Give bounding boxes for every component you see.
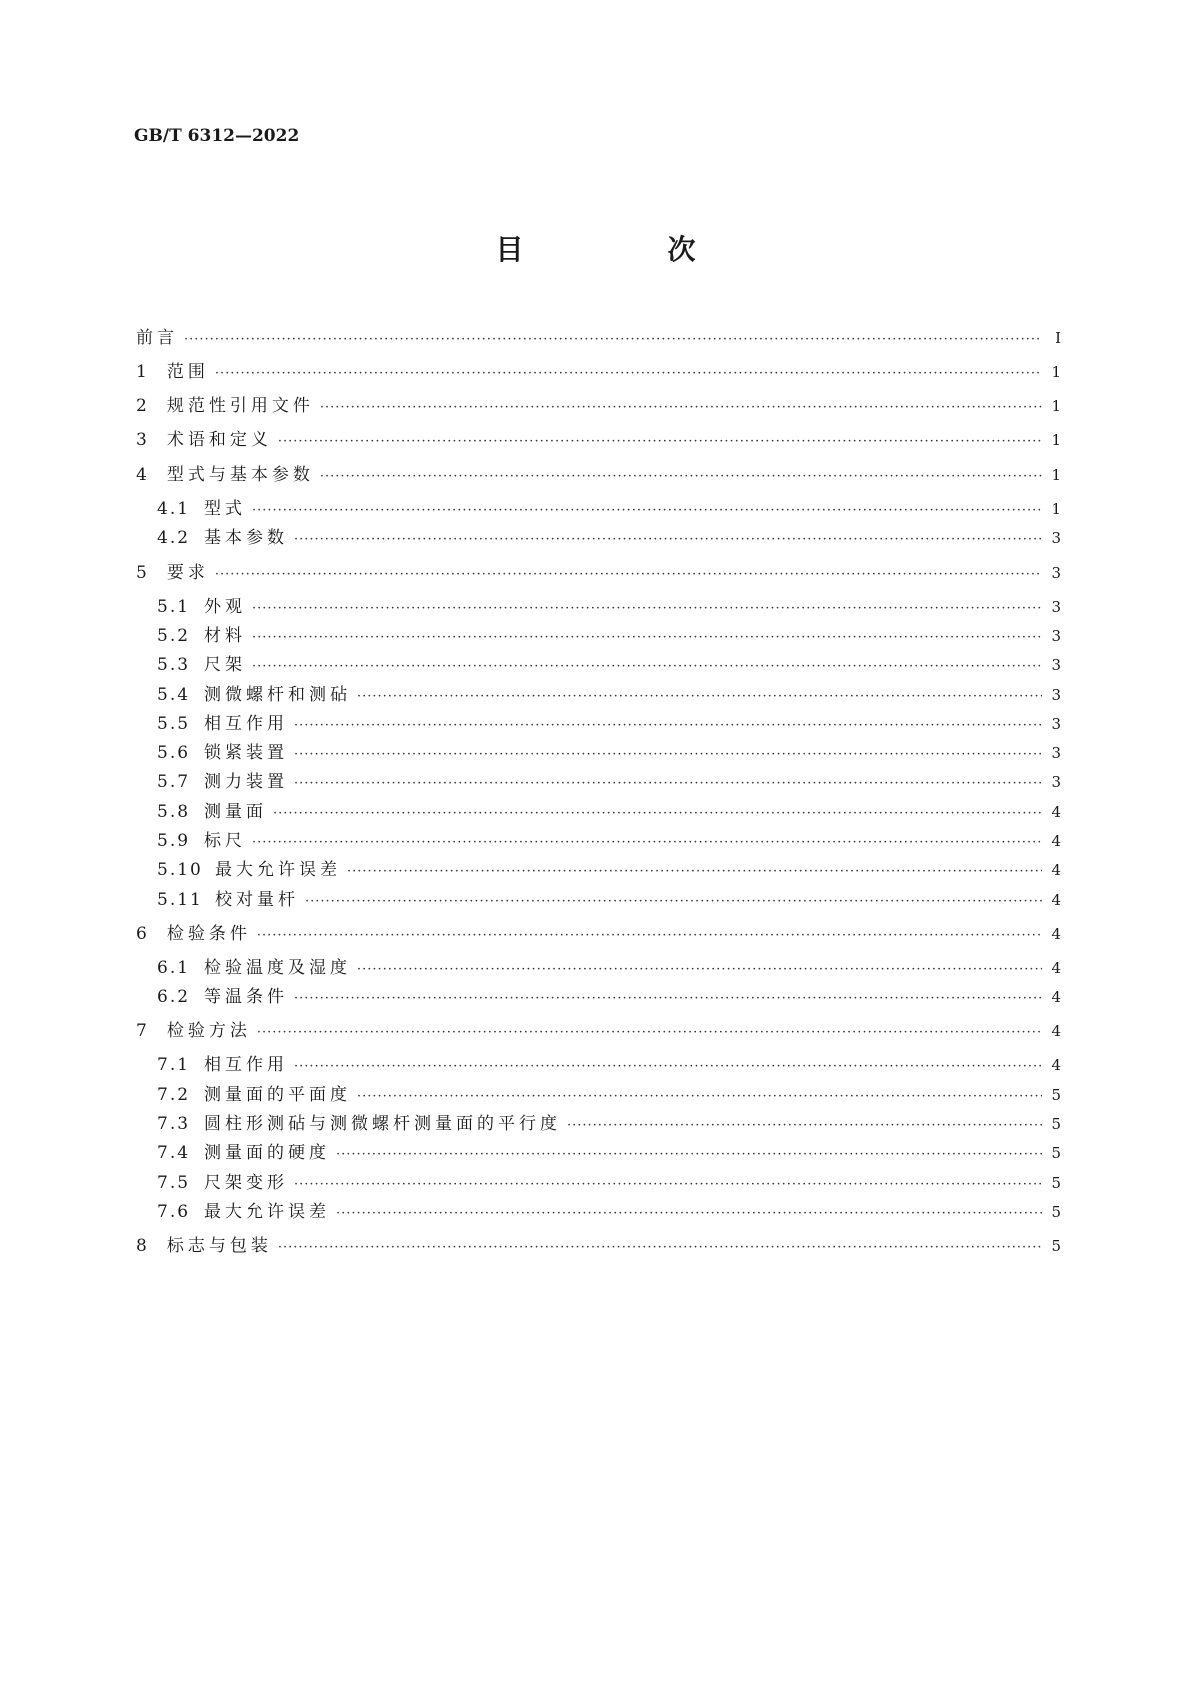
- toc-entry[interactable]: [136, 360, 1061, 386]
- toc-entry[interactable]: [136, 683, 1061, 709]
- toc-entry-number: 5.1: [157, 597, 191, 617]
- toc-entry-title: 规范性引用文件: [166, 396, 314, 416]
- toc-entry-number: 5.3: [157, 655, 191, 675]
- toc-dot-leader: [278, 430, 1042, 454]
- toc-entry-number: 5.9: [157, 831, 191, 851]
- toc-entry-title: 外观: [204, 597, 246, 617]
- toc-entry-number: 7.3: [157, 1114, 191, 1134]
- toc-entry-page-number: 4: [1051, 1056, 1061, 1074]
- toc-entry-page-number: 5: [1051, 1203, 1061, 1221]
- toc-entry-page-number: 3: [1051, 686, 1061, 704]
- toc-entry-page-number: 1: [1051, 466, 1061, 484]
- toc-entry[interactable]: [136, 1053, 1061, 1079]
- toc-entry-page-number: 3: [1051, 656, 1061, 674]
- toc-entry[interactable]: [136, 1083, 1061, 1109]
- toc-entry-page-number: Ⅰ: [1055, 329, 1061, 347]
- toc-entry-number: 6.1: [157, 958, 191, 978]
- toc-dot-leader: [294, 1055, 1042, 1079]
- toc-entry-page-number: 5: [1051, 1237, 1061, 1255]
- toc-entry[interactable]: [136, 561, 1061, 587]
- toc-dot-leader: [294, 772, 1042, 796]
- toc-entry-number: 5: [136, 563, 149, 583]
- toc-dot-leader: [567, 1114, 1042, 1138]
- toc-entry-title: 锁紧装置: [204, 743, 288, 763]
- toc-entry-page-number: 4: [1051, 925, 1061, 943]
- toc-entry-number: 3: [136, 430, 149, 450]
- toc-entry-title: 要求: [166, 563, 209, 583]
- toc-entry[interactable]: [136, 428, 1061, 454]
- toc-entry[interactable]: [136, 770, 1061, 796]
- toc-entry-page-number: 4: [1051, 832, 1061, 850]
- toc-entry-title: 尺架: [204, 655, 246, 675]
- toc-entry-number: 5.4: [157, 685, 191, 705]
- toc-entry-number: 5.5: [157, 714, 191, 734]
- toc-entry[interactable]: [136, 326, 1061, 352]
- toc-entry-title: 前言: [136, 328, 178, 348]
- toc-entry-number: 7: [136, 1021, 149, 1041]
- toc-entry[interactable]: [136, 1171, 1061, 1197]
- toc-entry-page-number: 5: [1051, 1115, 1061, 1133]
- toc-entry-page-number: 1: [1051, 431, 1061, 449]
- toc-entry-number: 8: [136, 1236, 149, 1256]
- toc-entry-title: 相互作用: [204, 714, 288, 734]
- toc-dot-leader: [257, 1021, 1042, 1045]
- toc-entry-number: 5.2: [157, 626, 191, 646]
- toc-entry-title: 圆柱形测砧与测微螺杆测量面的平行度: [204, 1114, 561, 1134]
- toc-entry-title: 标志与包装: [166, 1236, 272, 1256]
- toc-entry-page-number: 3: [1051, 744, 1061, 762]
- toc-entry[interactable]: [136, 985, 1061, 1011]
- toc-entry-page-number: 4: [1051, 891, 1061, 909]
- toc-entry-number: 6: [136, 924, 149, 944]
- toc-dot-leader: [294, 743, 1042, 767]
- toc-dot-leader: [320, 396, 1042, 420]
- toc-dot-leader: [294, 1173, 1042, 1197]
- toc-entry-number: 2: [136, 396, 149, 416]
- toc-entry-title: 相互作用: [204, 1055, 288, 1075]
- toc-dot-leader: [252, 655, 1042, 679]
- toc-dot-leader: [252, 626, 1042, 650]
- toc-entry-title: 型式与基本参数: [166, 465, 314, 485]
- toc-entry-number: 5.10: [157, 860, 203, 880]
- toc-entry-title: 校对量杆: [215, 890, 299, 910]
- toc-dot-leader: [273, 802, 1042, 826]
- toc-entry-page-number: 4: [1051, 959, 1061, 977]
- toc-entry-page-number: 3: [1051, 598, 1061, 616]
- toc-entry[interactable]: [136, 1112, 1061, 1138]
- toc-entry-page-number: 5: [1051, 1086, 1061, 1104]
- toc-entry-title: 基本参数: [204, 528, 288, 548]
- toc-dot-leader: [336, 1143, 1042, 1167]
- toc-entry[interactable]: [136, 497, 1061, 523]
- toc-entry-page-number: 5: [1051, 1144, 1061, 1162]
- toc-entry[interactable]: [136, 1234, 1061, 1260]
- toc-dot-leader: [294, 987, 1042, 1011]
- toc-dot-leader: [347, 860, 1042, 884]
- toc-entry-page-number: 3: [1051, 564, 1061, 582]
- toc-entry[interactable]: [136, 1019, 1061, 1045]
- toc-entry-page-number: 1: [1051, 363, 1061, 381]
- toc-entry-title: 检验条件: [166, 924, 251, 944]
- toc-entry[interactable]: [136, 829, 1061, 855]
- toc-entry-page-number: 3: [1051, 627, 1061, 645]
- toc-entry-number: 7.5: [157, 1173, 191, 1193]
- toc-entry-number: 5.6: [157, 743, 191, 763]
- toc-entry[interactable]: [136, 653, 1061, 679]
- toc-dot-leader: [305, 890, 1042, 914]
- toc-entry-number: 4.2: [157, 528, 191, 548]
- toc-entry-number: 7.1: [157, 1055, 191, 1075]
- toc-entry-page-number: 4: [1051, 803, 1061, 821]
- toc-entry-page-number: 4: [1051, 1022, 1061, 1040]
- toc-entry[interactable]: [136, 858, 1061, 884]
- toc-entry-title: 标尺: [204, 831, 246, 851]
- toc-entry[interactable]: [136, 712, 1061, 738]
- toc-entry-title: 最大允许误差: [215, 860, 341, 880]
- toc-dot-leader: [294, 528, 1042, 552]
- toc-dot-leader: [257, 924, 1042, 948]
- toc-entry-title: 测力装置: [204, 772, 288, 792]
- toc-entry-number: 7.6: [157, 1202, 191, 1222]
- toc-dot-leader: [215, 362, 1042, 386]
- toc-entry[interactable]: [136, 463, 1061, 489]
- toc-dot-leader: [184, 328, 1042, 352]
- toc-entry-title: 检验温度及湿度: [204, 958, 351, 978]
- toc-entry[interactable]: [136, 595, 1061, 621]
- toc-entry-title: 尺架变形: [204, 1173, 288, 1193]
- toc-entry-number: 7.4: [157, 1143, 191, 1163]
- toc-entry-title: 等温条件: [204, 987, 288, 1007]
- toc-entry-title: 最大允许误差: [204, 1202, 330, 1222]
- toc-entry-title: 范围: [166, 362, 209, 382]
- toc-dot-leader: [357, 1085, 1042, 1109]
- toc-entry[interactable]: [136, 624, 1061, 650]
- toc-entry[interactable]: [136, 741, 1061, 767]
- toc-entry-number: 1: [136, 362, 149, 382]
- toc-entry[interactable]: [136, 394, 1061, 420]
- toc-dot-leader: [336, 1202, 1042, 1226]
- toc-dot-leader: [252, 499, 1042, 523]
- toc-dot-leader: [357, 685, 1042, 709]
- toc-dot-leader: [252, 831, 1042, 855]
- toc-dot-leader: [320, 465, 1042, 489]
- toc-entry-number: 6.2: [157, 987, 191, 1007]
- toc-entry-number: 4.1: [157, 499, 191, 519]
- toc-entry-page-number: 3: [1051, 715, 1061, 733]
- toc-dot-leader: [215, 563, 1042, 587]
- toc-entry[interactable]: [136, 888, 1061, 914]
- toc-entry-number: 5.8: [157, 802, 191, 822]
- toc-entry-title: 检验方法: [166, 1021, 251, 1041]
- toc-entry-title: 测微螺杆和测砧: [204, 685, 351, 705]
- toc-dot-leader: [294, 714, 1042, 738]
- toc-entry-number: 4: [136, 465, 149, 485]
- toc-entry-page-number: 3: [1051, 529, 1061, 547]
- document-code: GB/T 6312—2022: [134, 126, 300, 146]
- toc-entry[interactable]: [136, 956, 1061, 982]
- toc-entry-title: 测量面的平面度: [204, 1085, 351, 1105]
- toc-entry-number: 5.7: [157, 772, 191, 792]
- toc-dot-leader: [252, 597, 1042, 621]
- toc-entry-page-number: 1: [1051, 500, 1061, 518]
- toc-dot-leader: [278, 1236, 1042, 1260]
- toc-entry-page-number: 1: [1051, 397, 1061, 415]
- toc-entry-page-number: 3: [1051, 773, 1061, 791]
- toc-entry[interactable]: [136, 800, 1061, 826]
- toc-entry-title: 测量面: [204, 802, 267, 822]
- toc-entry-page-number: 4: [1051, 861, 1061, 879]
- toc-entry-number: 5.11: [157, 890, 203, 910]
- toc-entry[interactable]: [136, 526, 1061, 552]
- toc-entry-page-number: 5: [1051, 1174, 1061, 1192]
- toc-entry[interactable]: [136, 1141, 1061, 1167]
- toc-entry[interactable]: [136, 922, 1061, 948]
- toc-dot-leader: [357, 958, 1042, 982]
- toc-entry-title: 型式: [204, 499, 246, 519]
- toc-entry-page-number: 4: [1051, 988, 1061, 1006]
- page-title: 目 次: [495, 233, 754, 266]
- toc-entry-title: 材料: [204, 626, 246, 646]
- toc-entry-title: 测量面的硬度: [204, 1143, 330, 1163]
- toc-entry-number: 7.2: [157, 1085, 191, 1105]
- toc-entry[interactable]: [136, 1200, 1061, 1226]
- toc-entry-title: 术语和定义: [166, 430, 272, 450]
